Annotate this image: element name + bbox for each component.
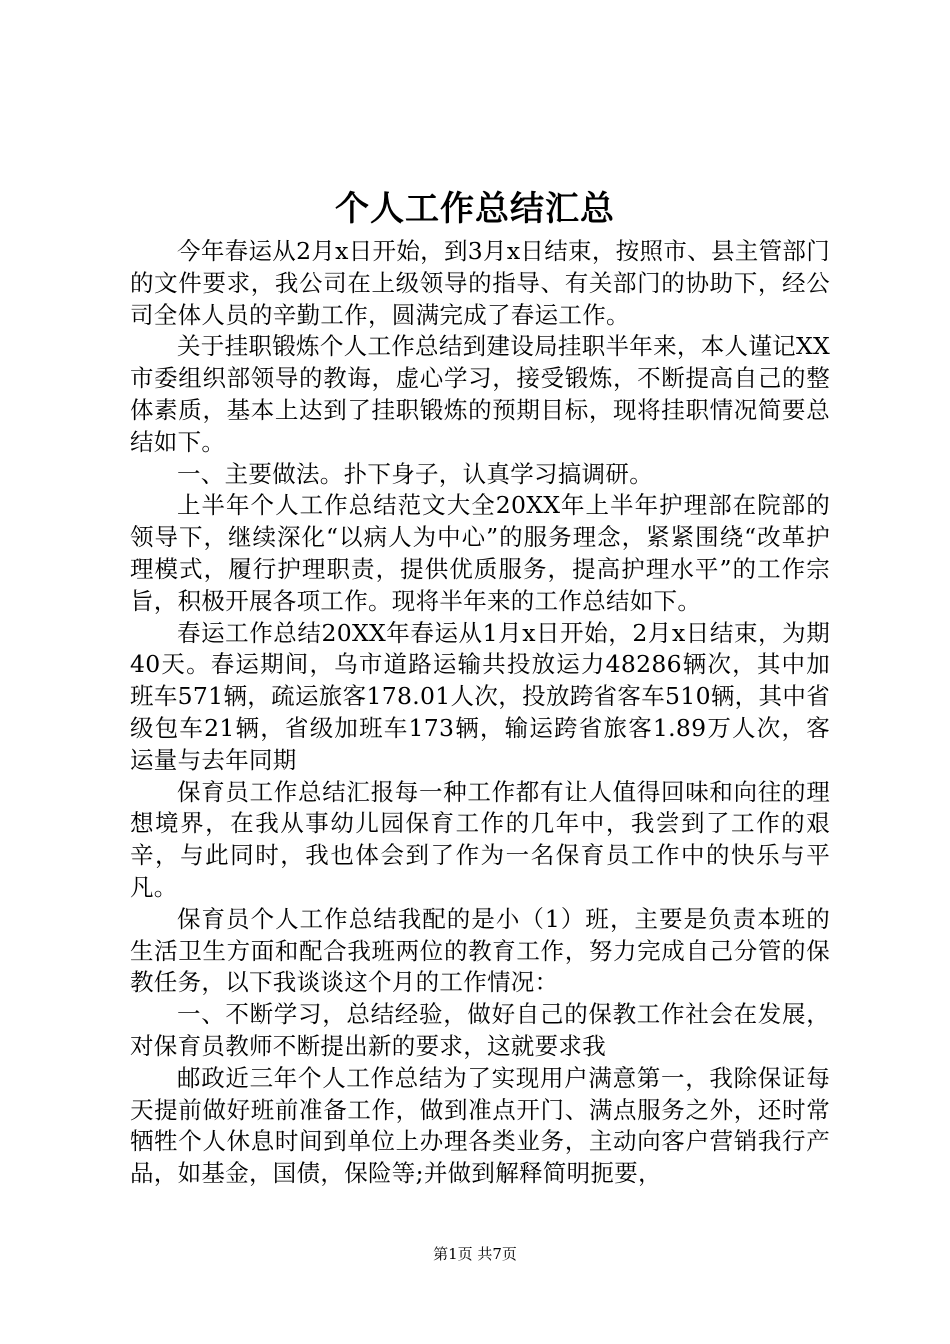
paragraph: 保育员工作总结汇报每一种工作都有让人值得回味和向往的理想境界，在我从事幼儿园保育工作的几年中，我尝到了工作的艰辛，与此同时，我也体会到了作为一名保育员工作中的快乐与平凡。	[130, 777, 830, 901]
paragraph: 一、不断学习，总结经验，做好自己的保教工作社会在发展，对保育员教师不断提出新的要求，这就要求我	[130, 1000, 830, 1060]
document-body	[130, 236, 830, 1190]
paragraph: 邮政近三年个人工作总结为了实现用户满意第一，我除保证每天提前做好班前准备工作，做到准点开门、满点服务之外，还时常牺牲个人休息时间到单位上办理各类业务，主动向客户营销我行产品，如基金，国债，保险等;并做到解释简明扼要，	[130, 1063, 830, 1188]
paragraph: 今年春运从2月x日开始，到3月x日结束，按照市、县主管部门的文件要求，我公司在上级领导的指导、有关部门的协助下，经公司全体人员的辛勤工作，圆满完成了春运工作。	[130, 237, 830, 329]
paragraph: 春运工作总结20XX年春运从1月x日开始，2月x日结束，为期40天。春运期间，乌市道路运输共投放运力48286辆次，其中加班车571辆，疏运旅客178.01人次，投放跨省客车510辆，其中省级包车21辆，省级加班车173辆，输运跨省旅客1.89万人次，客运量与去年同期	[130, 618, 830, 774]
document-title: 个人工作总结汇总	[335, 189, 615, 229]
paragraph: 关于挂职锻炼个人工作总结到建设局挂职半年来，本人谨记XX市委组织部领导的教诲，虚心学习，接受锻炼，不断提高自己的整体素质，基本上达到了挂职锻炼的预期目标，现将挂职情况简要总结如下。	[130, 332, 830, 456]
page-number-footer: 第1页 共7页	[433, 1245, 517, 1263]
paragraph: 一、主要做法。扑下身子，认真学习搞调研。	[177, 459, 653, 488]
paragraph: 上半年个人工作总结范文大全20XX年上半年护理部在院部的领导下，继续深化“以病人为中心”的服务理念，紧紧围绕“改革护理模式，履行护理职责，提供优质服务，提高护理水平”的工作宗旨，积极开展各项工作。现将半年来的工作总结如下。	[130, 491, 830, 615]
paragraph: 保育员个人工作总结我配的是小（1）班，主要是负责本班的生活卫生方面和配合我班两位的教育工作，努力完成自己分管的保教任务，以下我谈谈这个月的工作情况：	[130, 904, 830, 997]
